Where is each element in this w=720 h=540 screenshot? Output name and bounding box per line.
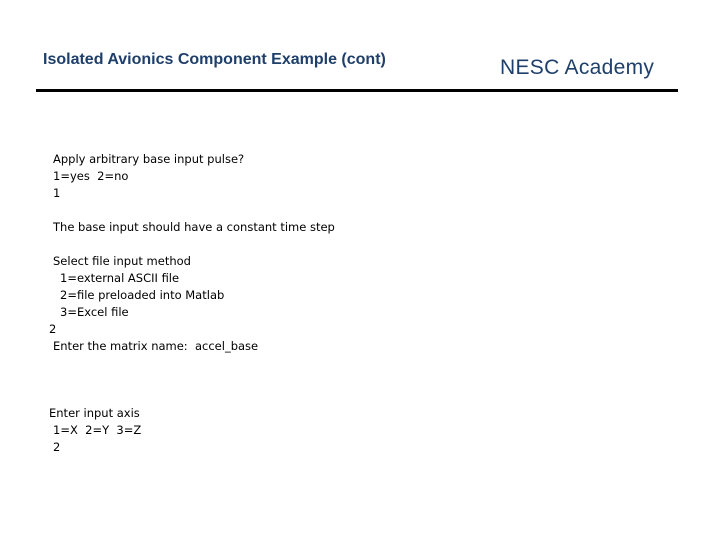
page-title: Isolated Avionics Component Example (cont) [43,51,386,68]
console-line: 1=X 2=Y 3=Z [53,423,142,437]
console-line: 3=Excel file [60,305,129,319]
console-line: 1 [53,186,61,200]
console-line: 1=external ASCII file [60,271,180,285]
console-line: Enter input axis [49,406,140,420]
console-line: 2 [53,440,61,454]
brand-logo-text: NESC Academy [500,56,655,79]
console-line: 2 [49,322,57,336]
console-line: Enter the matrix name: accel_base [53,339,259,353]
console-line: The base input should have a constant time step [53,220,335,234]
console-line: 2=file preloaded into Matlab [60,288,225,302]
console-line: 1=yes 2=no [53,169,129,183]
console-line: Apply arbitrary base input pulse? [53,152,245,166]
console-line: Select file input method [53,254,191,268]
